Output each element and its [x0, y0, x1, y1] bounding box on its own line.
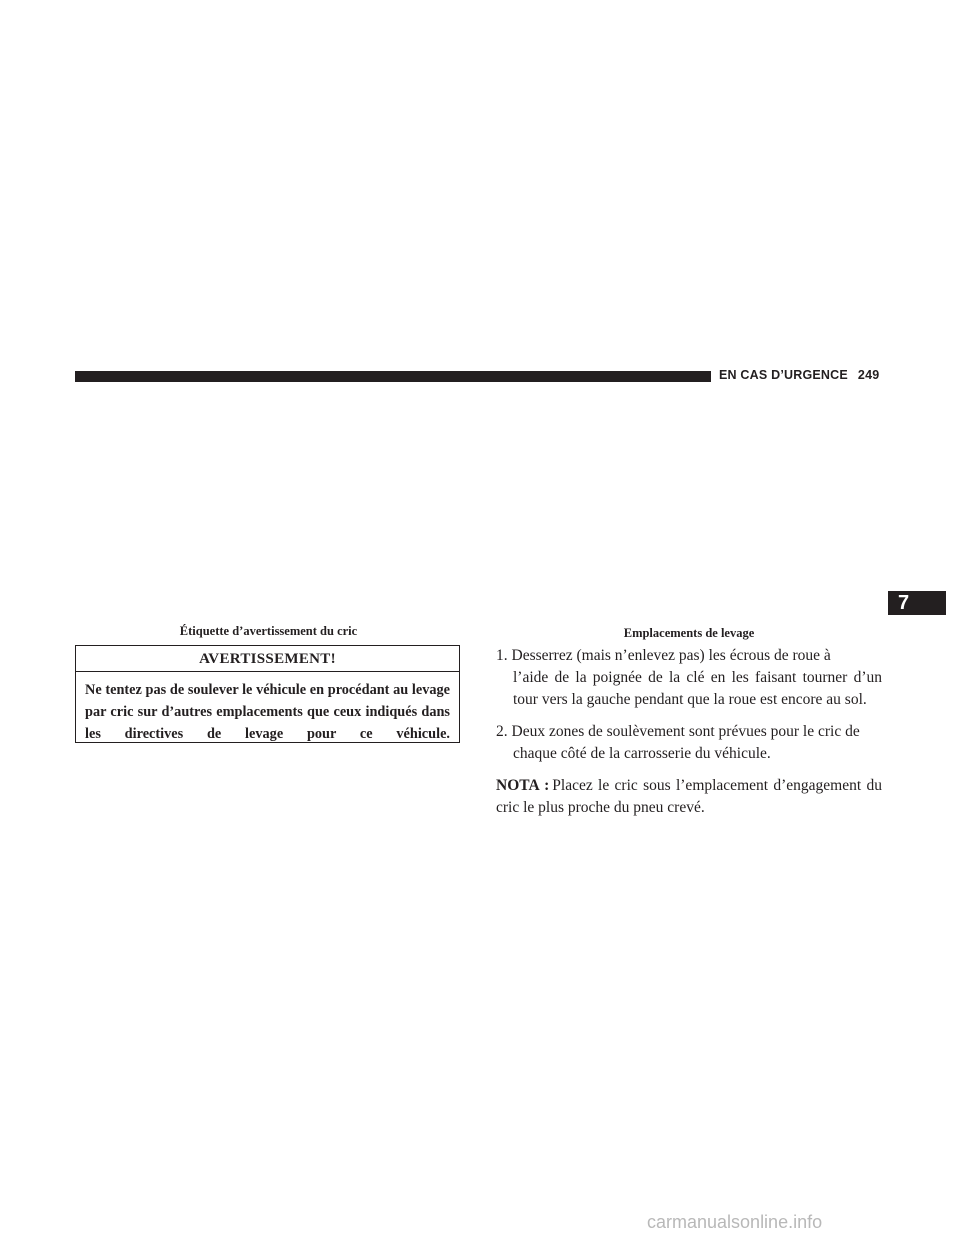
warning-title: AVERTISSEMENT!	[76, 646, 459, 672]
running-header	[719, 368, 879, 382]
step-item	[496, 721, 882, 765]
section-title: EN CAS D’URGENCE	[719, 368, 848, 382]
note-paragraph	[496, 775, 882, 819]
step-first-line: Desserrez (mais n’enlevez pas) les écrous de roue à	[511, 647, 831, 664]
instructions	[496, 645, 882, 819]
step-number: 2.	[496, 723, 508, 740]
chapter-number: 7	[898, 592, 910, 614]
warning-box	[75, 645, 460, 743]
header-rule	[75, 371, 711, 382]
step-text: chaque côté de la carrosserie du véhicule.	[513, 745, 771, 762]
warning-body: Ne tentez pas de soulever le véhicule en procédant au levage par cric sur d’autres emplacements que ceux indiqués dans les directives de levage pour ce véhicule.	[85, 682, 450, 742]
note-text: Placez le cric sous l’emplacement d’engagement du cric le plus proche du pneu crevé.	[496, 777, 882, 816]
figure-caption-lift-points: Emplacements de levage	[623, 626, 755, 640]
step-item	[496, 645, 882, 711]
note-label: NOTA :	[496, 777, 550, 794]
figure-caption-jack-label: Étiquette d’avertissement du cric	[179, 624, 358, 638]
step-text: l’aide de la poignée de la clé en les faisant tourner d’un tour vers la gauche pendant que la roue est encore au sol.	[513, 669, 882, 708]
watermark: carmanualsonline.info	[647, 1212, 823, 1232]
step-first-line: Deux zones de soulèvement sont prévues pour le cric de	[511, 723, 860, 740]
chapter-tab	[888, 591, 946, 615]
page-number: 249	[857, 368, 880, 382]
step-number: 1.	[496, 647, 508, 664]
